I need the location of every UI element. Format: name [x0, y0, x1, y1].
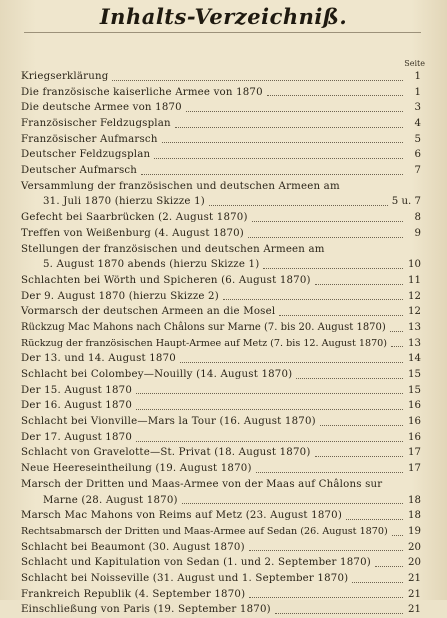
- toc-page-number: 17: [408, 447, 421, 459]
- toc-entry-line: [21, 179, 421, 195]
- dot-leader: [112, 80, 403, 81]
- toc-entry-title: Französischer Aufmarsch: [21, 133, 158, 145]
- toc-entry-title-continued: Marne (28. August 1870): [43, 494, 178, 506]
- toc-entry-title: Der 17. August 1870: [21, 431, 133, 443]
- dot-leader: [162, 142, 403, 143]
- dot-leader: [186, 111, 403, 112]
- dot-leader: [352, 582, 403, 583]
- toc-page-number: 18: [408, 510, 421, 522]
- toc-page-number: 16: [408, 416, 421, 428]
- toc-entry: [21, 69, 421, 85]
- toc-entry-title: Marsch der Dritten und Maas-Armee von der Maas auf Châlons sur: [21, 478, 383, 490]
- dot-leader: [256, 472, 403, 473]
- toc-page-number: 4: [414, 118, 421, 130]
- toc-page-number: 16: [408, 400, 421, 412]
- toc-entry: [21, 351, 421, 367]
- title-rule: [24, 32, 421, 33]
- dot-leader: [275, 613, 403, 614]
- toc-entry: [21, 100, 421, 116]
- toc-entry: [21, 336, 421, 352]
- toc-entry-title: Rückzug der französischen Haupt-Armee auf Metz (7. bis 12. August 1870): [21, 337, 388, 349]
- toc-entry: [21, 289, 421, 305]
- toc-entry: [21, 508, 421, 524]
- dot-leader: [315, 456, 404, 457]
- toc-entry-title: Französischer Feldzugsplan: [21, 118, 171, 130]
- toc-entry-title: Versammlung der französischen und deutschen Armeen am: [21, 180, 340, 192]
- table-of-contents: [21, 69, 421, 618]
- toc-entry-title: Der 13. und 14. August 1870: [21, 353, 176, 365]
- toc-entry-title: Schlacht bei Colombey—Nouilly (14. August 1870): [21, 369, 293, 381]
- toc-entry: [21, 273, 421, 289]
- dot-leader: [249, 550, 403, 551]
- dot-leader: [391, 346, 403, 347]
- toc-page-number: 8: [414, 212, 421, 224]
- toc-entry: [21, 446, 421, 462]
- dot-leader: [136, 409, 403, 410]
- toc-entry-title: Schlacht bei Noisseville (31. August und 1. September 1870): [21, 572, 349, 584]
- toc-entry: [21, 430, 421, 446]
- toc-entry-title: Neue Heereseintheilung (19. August 1870): [21, 463, 252, 475]
- dot-leader: [141, 174, 403, 175]
- toc-entry: [21, 304, 421, 320]
- toc-page-number: 16: [408, 431, 421, 443]
- toc-entry-title: Schlachten bei Wörth und Spicheren (6. August 1870): [21, 274, 311, 286]
- toc-entry: [21, 367, 421, 383]
- dot-leader: [180, 362, 403, 363]
- dot-leader: [175, 127, 403, 128]
- toc-page-number: 13: [408, 321, 421, 333]
- toc-entry: [21, 461, 421, 477]
- toc-entry-title: Schlacht und Kapitulation von Sedan (1. und 2. September 1870): [21, 557, 371, 569]
- toc-page-number: 17: [408, 463, 421, 475]
- toc-page-number: 5: [414, 133, 421, 145]
- toc-entry: [21, 320, 421, 336]
- toc-entry: [21, 602, 421, 618]
- toc-page-number: 20: [408, 557, 421, 569]
- toc-page-number: 7: [414, 165, 421, 177]
- toc-entry: [21, 226, 421, 242]
- toc-entry: [21, 587, 421, 603]
- toc-entry-title: Die französische kaiserliche Armee von 1870: [21, 86, 263, 98]
- toc-entry: [21, 147, 421, 163]
- toc-page-number: 12: [408, 306, 421, 318]
- toc-entry-title: Frankreich Republik (4. September 1870): [21, 588, 246, 600]
- dot-leader: [346, 519, 403, 520]
- dot-leader: [390, 331, 403, 332]
- toc-entry-title: Deutscher Feldzugsplan: [21, 149, 151, 161]
- page-column-header: Seite: [404, 59, 425, 68]
- toc-entry-title: Vormarsch der deutschen Armeen an die Mosel: [21, 306, 276, 318]
- dot-leader: [375, 566, 403, 567]
- toc-page-number: 21: [408, 604, 421, 616]
- toc-page-number: 11: [408, 274, 421, 286]
- dot-leader: [279, 315, 403, 316]
- toc-page-number: 21: [408, 588, 421, 600]
- toc-entry: [21, 132, 421, 148]
- dot-leader: [320, 425, 403, 426]
- toc-page-number: 18: [408, 494, 421, 506]
- toc-entry: [21, 383, 421, 399]
- dot-leader: [136, 393, 403, 394]
- dot-leader: [296, 378, 403, 379]
- dot-leader: [182, 503, 403, 504]
- dot-leader: [392, 535, 403, 536]
- toc-entry: [21, 555, 421, 571]
- dot-leader: [209, 205, 388, 206]
- toc-entry-line: [21, 477, 421, 493]
- toc-entry-title: Der 16. August 1870: [21, 400, 133, 412]
- toc-entry-title: Schlacht bei Beaumont (30. August 1870): [21, 541, 245, 553]
- toc-page-number: 12: [408, 290, 421, 302]
- toc-entry-title: Der 9. August 1870 (hierzu Skizze 2): [21, 290, 219, 302]
- toc-page-number: 6: [414, 149, 421, 161]
- toc-entry-title: Marsch Mac Mahons von Reims auf Metz (23. August 1870): [21, 510, 343, 522]
- toc-page-number: 19: [408, 525, 421, 537]
- toc-page-number: 15: [408, 369, 421, 381]
- toc-page-number: 1: [414, 70, 421, 82]
- toc-entry-continuation: [21, 493, 421, 509]
- toc-entry-title: Treffen von Weißenburg (4. August 1870): [21, 227, 244, 239]
- dot-leader: [263, 268, 403, 269]
- toc-page-number: 5 u. 7: [391, 196, 421, 208]
- toc-entry-continuation: [21, 257, 421, 273]
- toc-entry-title: Rückzug Mac Mahons nach Châlons sur Marne (7. bis 20. August 1870): [21, 321, 386, 333]
- toc-entry-title: Schlacht von Gravelotte—St. Privat (18. August 1870): [21, 447, 311, 459]
- dot-leader: [249, 597, 403, 598]
- toc-entry-line: [21, 242, 421, 258]
- toc-page-number: 13: [408, 337, 421, 349]
- toc-entry: [21, 116, 421, 132]
- toc-entry: [21, 540, 421, 556]
- toc-entry: [21, 398, 421, 414]
- toc-entry: [21, 210, 421, 226]
- toc-entry-title: Einschließung von Paris (19. September 1870): [21, 604, 271, 616]
- toc-page-number: 9: [414, 227, 421, 239]
- dot-leader: [267, 95, 403, 96]
- toc-entry-title-continued: 5. August 1870 abends (hierzu Skizze 1): [43, 259, 260, 271]
- toc-entry-title: Der 15. August 1870: [21, 384, 133, 396]
- toc-page-number: 3: [414, 102, 421, 114]
- dot-leader: [136, 441, 403, 442]
- toc-entry-title: Die deutsche Armee von 1870: [21, 102, 182, 114]
- toc-page-number: 21: [408, 572, 421, 584]
- toc-entry: [21, 524, 421, 540]
- dot-leader: [252, 221, 403, 222]
- toc-page-number: 15: [408, 384, 421, 396]
- toc-entry-title: Schlacht bei Vionville—Mars la Tour (16. August 1870): [21, 416, 316, 428]
- toc-page-number: 1: [414, 86, 421, 98]
- toc-entry-continuation: [21, 195, 421, 211]
- toc-entry: [21, 85, 421, 101]
- dot-leader: [248, 237, 403, 238]
- toc-entry-title: Deutscher Aufmarsch: [21, 165, 138, 177]
- page-title: Inhalts-Verzeichniß.: [99, 4, 348, 29]
- toc-page-number: 10: [408, 259, 421, 271]
- dot-leader: [315, 284, 403, 285]
- toc-entry-title: Rechtsabmarsch der Dritten und Maas-Armee auf Sedan (26. August 1870): [21, 525, 388, 537]
- toc-entry: [21, 414, 421, 430]
- toc-page-number: 20: [408, 541, 421, 553]
- dot-leader: [223, 299, 403, 300]
- toc-entry: [21, 571, 421, 587]
- toc-entry-title-continued: 31. Juli 1870 (hierzu Skizze 1): [43, 196, 205, 208]
- toc-entry-title: Stellungen der französischen und deutschen Armeen am: [21, 243, 325, 255]
- toc-entry: [21, 163, 421, 179]
- dot-leader: [154, 158, 403, 159]
- toc-page-number: 14: [408, 353, 421, 365]
- toc-entry-title: Kriegserklärung: [21, 70, 109, 82]
- toc-entry-title: Gefecht bei Saarbrücken (2. August 1870): [21, 212, 248, 224]
